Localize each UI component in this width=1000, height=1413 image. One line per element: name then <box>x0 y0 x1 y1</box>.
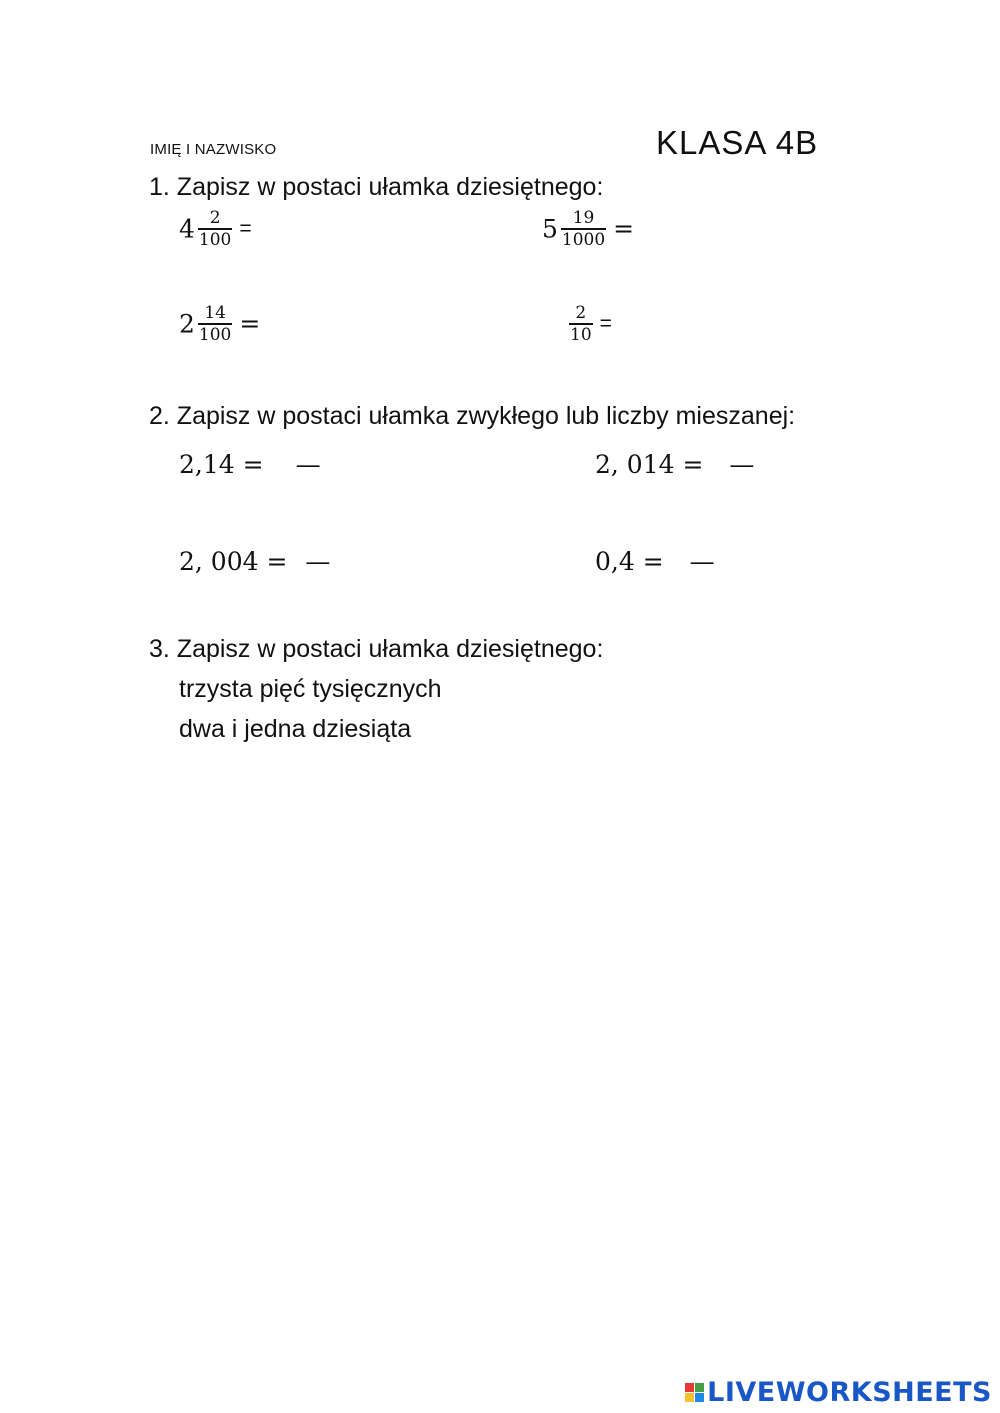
logo-square <box>695 1383 704 1392</box>
decimal-expression: 0,4 = <box>595 547 664 576</box>
equals-sign: = <box>613 214 635 244</box>
answer-dash: — <box>295 450 321 479</box>
logo-square <box>685 1383 694 1392</box>
fraction <box>561 208 606 250</box>
denominator: 1000 <box>561 229 606 250</box>
task1-item-1 <box>179 208 252 250</box>
denominator: 100 <box>198 324 232 345</box>
equals-sign: = <box>239 309 261 339</box>
equals-sign: = <box>239 216 252 240</box>
numerator: 2 <box>209 208 221 228</box>
whole-part: 2 <box>179 309 195 339</box>
task1-prompt: 1. Zapisz w postaci ułamka dziesiętnego: <box>149 173 604 201</box>
task1-item-3 <box>179 303 260 345</box>
class-label: KLASA 4B <box>656 124 819 161</box>
fraction <box>198 303 232 345</box>
task1-item-4 <box>566 303 612 345</box>
fraction <box>198 208 232 250</box>
decimal-expression: 2, 014 = <box>595 450 704 479</box>
task2-prompt: 2. Zapisz w postaci ułamka zwykłego lub liczby mieszanej: <box>149 402 796 430</box>
logo-grid-icon <box>685 1383 704 1402</box>
fraction <box>569 303 593 345</box>
numerator: 14 <box>204 303 226 323</box>
task3-prompt: 3. Zapisz w postaci ułamka dziesiętnego: <box>149 635 604 663</box>
decimal-expression: 2,14 = <box>179 450 264 479</box>
denominator: 100 <box>198 229 232 250</box>
denominator: 10 <box>570 324 592 345</box>
logo-square <box>695 1393 704 1402</box>
task3-line-1: trzysta pięć tysięcznych <box>179 675 442 703</box>
logo-square <box>685 1393 694 1402</box>
answer-dash: — <box>689 547 715 576</box>
answer-dash: — <box>305 547 331 576</box>
task2-item-4 <box>595 547 715 576</box>
equals-sign: = <box>599 311 612 335</box>
task3-line-2: dwa i jedna dziesiąta <box>179 715 412 743</box>
decimal-expression: 2, 004 = <box>179 547 288 576</box>
task2-item-3 <box>179 547 330 576</box>
name-label: IMIĘ I NAZWISKO <box>150 141 277 158</box>
task1-item-2 <box>542 208 634 250</box>
whole-part: 4 <box>179 214 195 244</box>
task2-item-2 <box>595 450 754 479</box>
logo-text: LIVEWORKSHEETS <box>707 1377 992 1408</box>
task2-item-1 <box>179 450 321 479</box>
numerator: 19 <box>572 208 595 228</box>
answer-dash: — <box>729 450 755 479</box>
numerator: 2 <box>575 303 587 323</box>
whole-part: 5 <box>542 214 558 244</box>
liveworksheets-logo <box>685 1377 992 1408</box>
